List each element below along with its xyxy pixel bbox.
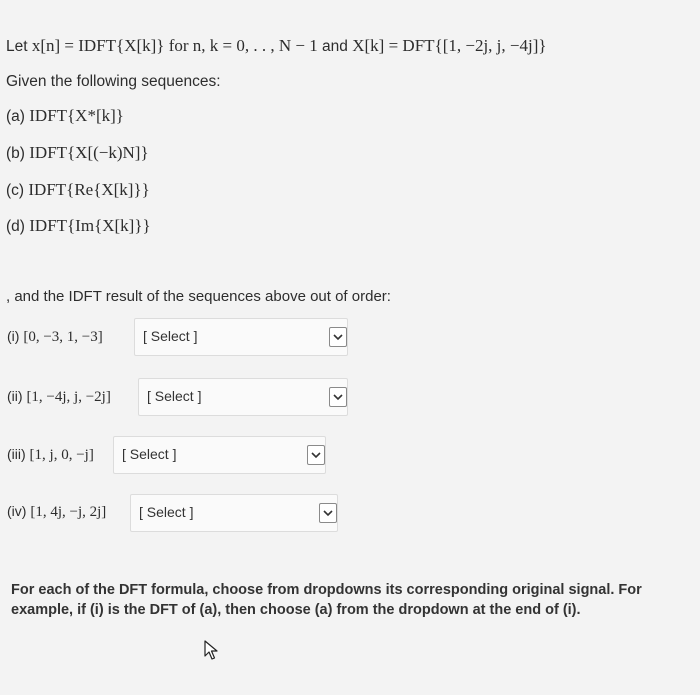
select-row-ii[interactable]: [ Select ]	[138, 378, 348, 416]
select-row-iii[interactable]: [ Select ]	[113, 436, 326, 474]
chevron-down-icon[interactable]	[307, 445, 325, 465]
answer-row-ii: (ii) [1, −4j, j, −2j]	[7, 388, 111, 405]
sequence-a: (a) IDFT{X*[k]}	[6, 106, 124, 125]
select-row-i[interactable]: [ Select ]	[134, 318, 348, 356]
given-text: Given the following sequences:	[6, 73, 221, 90]
sequence-b: (b) IDFT{X[(−k)N]}	[6, 143, 149, 162]
answer-row-i: (i) [0, −3, 1, −3]	[7, 328, 103, 345]
instructions-text: For each of the DFT formula, choose from dropdowns its corresponding original signal. For example, if (i) is the DFT of (a), then choose (a) from the dropdown at the end of (i).	[11, 582, 642, 618]
chevron-down-icon[interactable]	[329, 387, 347, 407]
answer-row-iii: (iii) [1, j, 0, −j]	[7, 446, 94, 463]
select-row-iv[interactable]: [ Select ]	[130, 494, 338, 532]
definition-X: X[k] = DFT{[1, −2j, j, −4j]}	[352, 36, 547, 55]
problem-statement: Let x[n] = IDFT{X[k]} for n, k = 0, . . , N − 1 and X[k] = DFT{[1, −2j, j, −4j]}	[6, 36, 547, 55]
sequence-c: (c) IDFT{Re{X[k]}}	[6, 180, 150, 199]
definition-x: x[n] = IDFT{X[k]} for n, k = 0, . . , N − 1	[31, 36, 318, 55]
chevron-down-icon[interactable]	[329, 327, 347, 347]
answer-row-iv: (iv) [1, 4j, −j, 2j]	[7, 503, 107, 520]
mouse-pointer-icon	[204, 640, 220, 665]
sequence-d: (d) IDFT{Im{X[k]}}	[6, 216, 151, 235]
chevron-down-icon[interactable]	[319, 503, 337, 523]
out-of-order-text: , and the IDFT result of the sequences above out of order:	[6, 288, 391, 305]
